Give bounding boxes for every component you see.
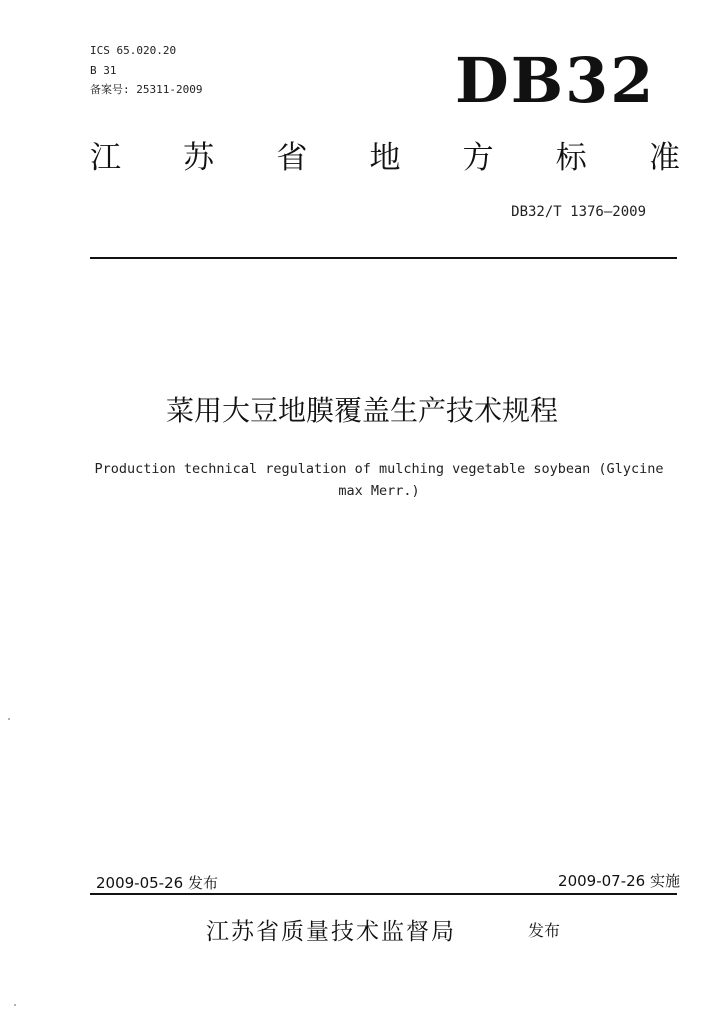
chinese-title: 菜用大豆地膜覆盖生产技术规程 (165, 394, 558, 427)
english-title: Production technical regulation of mulching vegetable soybean (Glycine max Merr.) (94, 461, 664, 499)
issuing-authority: 江苏省质量技术监督局 (206, 919, 456, 945)
scan-speck (8, 718, 10, 720)
standard-type-char: 标 (555, 140, 587, 176)
standard-type-char: 省 (276, 140, 308, 176)
issue-date: 2009-05-26 发布 (96, 874, 218, 892)
issuing-suffix: 发布 (528, 921, 561, 940)
standard-type-char: 江 (90, 140, 121, 176)
standard-type-char: 地 (369, 140, 401, 176)
db32-logo: DB32 (455, 44, 656, 117)
standard-type-char: 准 (648, 140, 680, 176)
scan-speck (14, 1004, 16, 1006)
standard-type-char: 苏 (183, 140, 215, 176)
standard-type-heading (90, 138, 680, 178)
standard-number: DB32/T 1376—2009 (511, 204, 646, 220)
bottom-divider (90, 893, 677, 895)
standard-type-char: 方 (462, 140, 494, 176)
implementation-date: 2009-07-26 实施 (558, 872, 680, 890)
top-divider (90, 257, 677, 259)
ics-code: ICS 65.020.20 (90, 44, 177, 57)
record-number: 备案号: 25311-2009 (90, 83, 203, 96)
ccs-code: B 31 (90, 64, 117, 77)
